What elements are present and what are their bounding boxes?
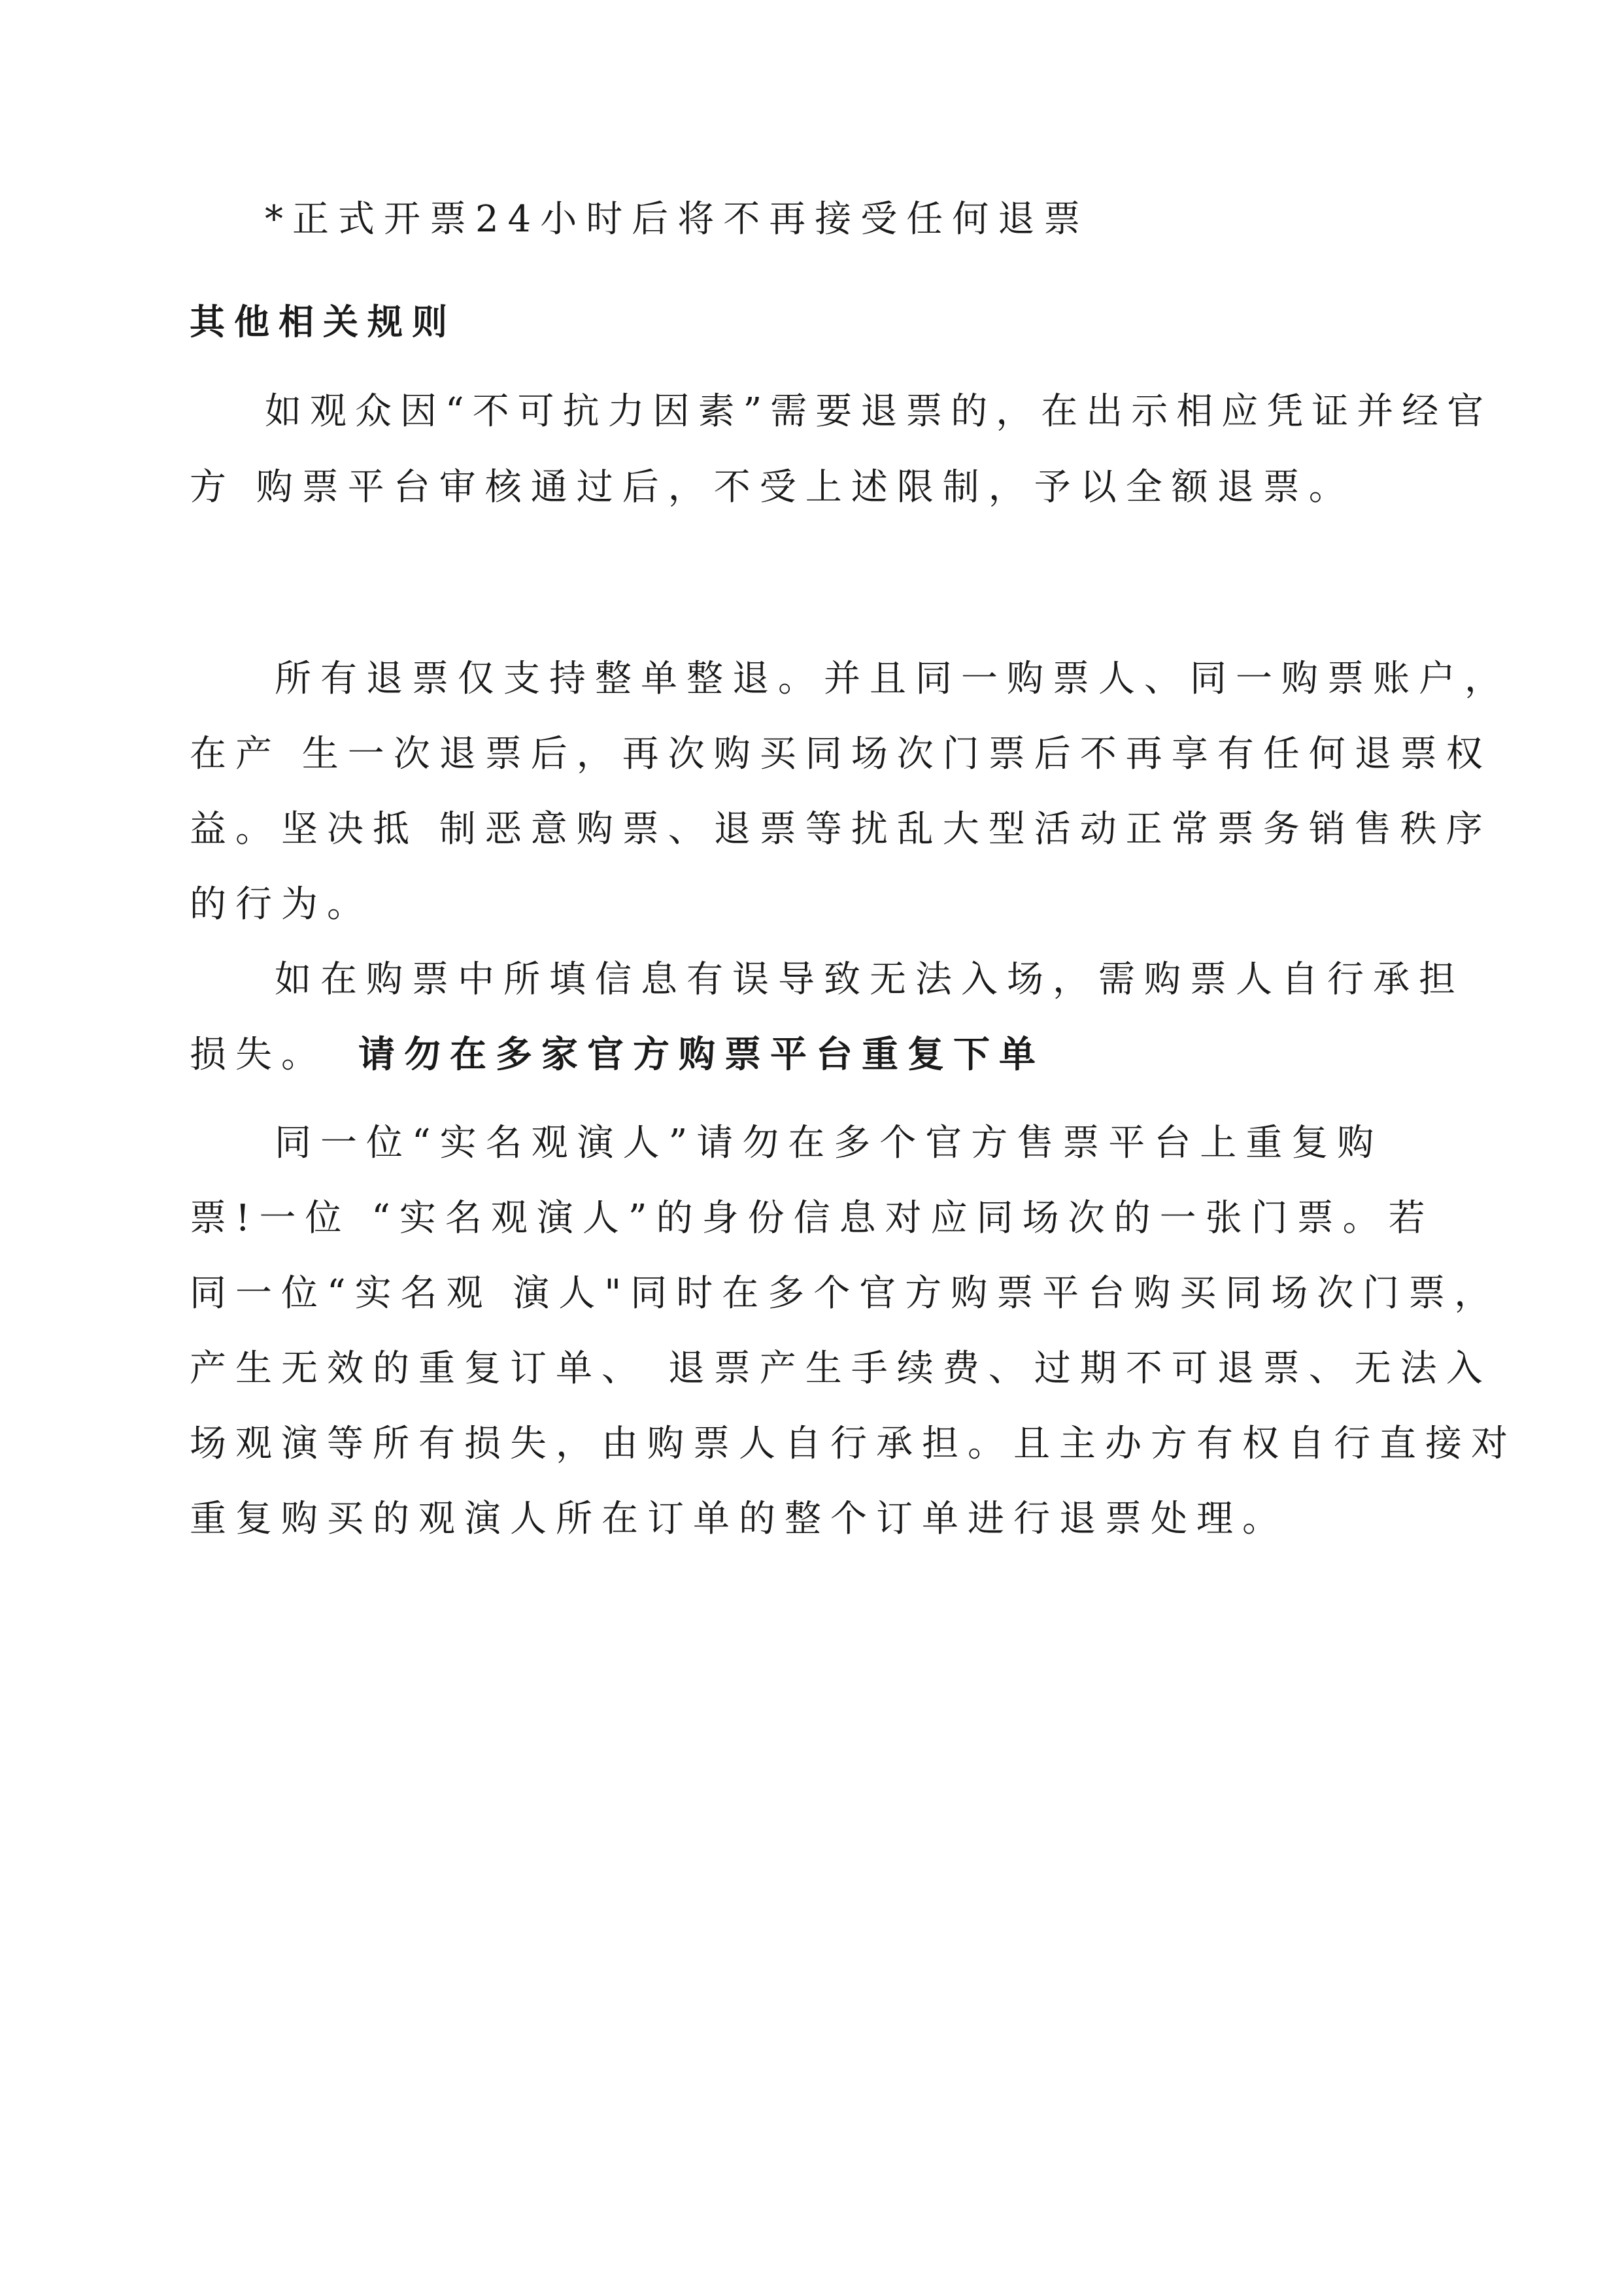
duplicate-line-1: 同一位“实名观演人”请勿在多个官方售票平台上重复购: [275, 1122, 1383, 1164]
duplicate-order-heading: 请勿在多家官方购票平台重复下单: [358, 1034, 1045, 1076]
duplicate-line-4: 产生无效的重复订单、 退票产生手续费、过期不可退票、无法入: [190, 1347, 1492, 1390]
duplicate-line-6: 重复购买的观演人所在订单的整个订单进行退票处理。: [190, 1498, 1288, 1540]
whole-order-line-1: 所有退票仅支持整单整退。并且同一购票人、同一购票账户，: [275, 658, 1510, 700]
duplicate-line-3: 同一位“实名观 演人"同时在多个官方购票平台购买同场次门票，: [190, 1272, 1500, 1315]
heading-other-rules: 其他相关规则: [190, 301, 456, 343]
notice-line: *正式开票24小时后将不再接受任何退票: [265, 198, 1090, 241]
whole-order-line-3: 益。坚决抵 制恶意购票、退票等扰乱大型活动正常票务销售秩序: [190, 808, 1492, 851]
info-error-line-1: 如在购票中所填信息有误导致无法入场，需购票人自行承担: [275, 958, 1464, 1001]
force-majeure-line-2: 方 购票平台审核通过后，不受上述限制，予以全额退票。: [190, 466, 1355, 509]
duplicate-line-2: 票!一位 “实名观演人”的身份信息对应同场次的一张门票。若: [190, 1197, 1434, 1240]
whole-order-line-4: 的行为。: [190, 883, 373, 926]
duplicate-line-5: 场观演等所有损失，由购票人自行承担。且主办方有权自行直接对: [190, 1423, 1517, 1465]
info-error-line-2: [190, 1034, 1045, 1076]
whole-order-line-2: 在产 生一次退票后，再次购买同场次门票后不再享有任何退票权: [190, 733, 1492, 775]
info-error-text: 损失。: [190, 1034, 327, 1076]
force-majeure-line-1: 如观众因“不可抗力因素”需要退票的，在出示相应凭证并经官: [265, 390, 1493, 433]
